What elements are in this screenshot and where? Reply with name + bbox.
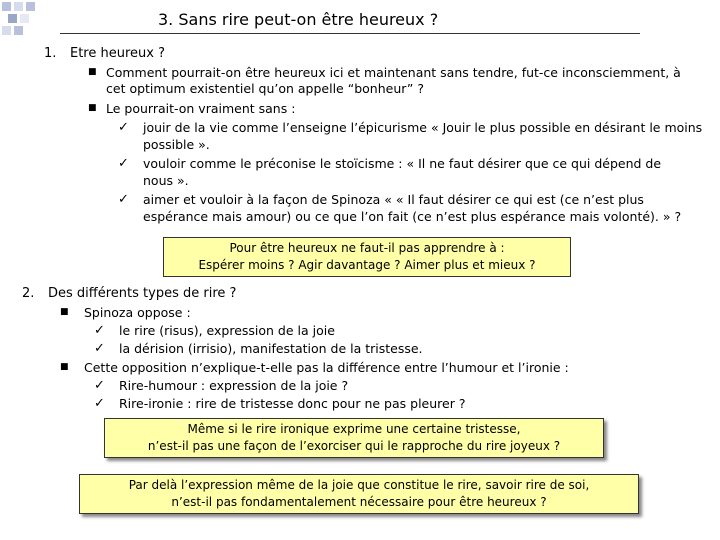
question-box-2 (104, 418, 604, 458)
section2-check1: le rire (risus), expression de la joie (119, 323, 335, 338)
section1-number: 1. (44, 46, 57, 61)
square-bullet-icon: ■ (88, 67, 97, 77)
section1-check3-line1: aimer et vouloir à la façon de Spinoza « « Il faut désirer ce qui est (ce n’est plus (143, 192, 644, 207)
section1-bullet1-line2: cet optimum existentiel qu’on appelle “bonheur” ? (106, 81, 424, 96)
checkmark-icon: ✓ (94, 378, 105, 393)
checkmark-icon: ✓ (94, 341, 105, 356)
checkmark-icon: ✓ (118, 192, 129, 207)
square-bullet-icon: ■ (60, 362, 69, 372)
checkmark-icon: ✓ (118, 120, 129, 135)
section2-bullet2: Cette opposition n’expliquе-t-elle pas la différence entre l’humour et l’ironie : (84, 360, 569, 375)
section1-heading: Etre heureux ? (70, 46, 165, 61)
question-box-3 (79, 474, 639, 514)
section1-bullet2: Le pourrait-on vraiment sans : (106, 101, 296, 116)
section1-check1-line1: jouir de la vie comme l’enseigne l’épicurisme « Jouir le plus possible en désirant le moins (143, 120, 703, 135)
box2-line1: Même si le rire ironique exprime une certaine tristesse, (187, 422, 521, 436)
section2-check3: Rire-humour : expression de la joie ? (119, 378, 349, 393)
checkmark-icon: ✓ (94, 396, 105, 411)
title-underline (60, 33, 640, 34)
square-bullet-icon: ■ (88, 103, 97, 113)
checkmark-icon: ✓ (118, 156, 129, 171)
section2-check2: la dérision (irrisio), manifestation de la tristesse. (119, 341, 423, 356)
section1-check2-line2: nous ». (143, 173, 189, 188)
square-bullet-icon: ■ (60, 307, 69, 317)
section2-check4: Rire-ironie : rire de tristesse donc pour ne pas pleurer ? (119, 396, 466, 411)
box3-line2: n’est-il pas fondamentalement nécessaire pour être heureux ? (171, 495, 547, 509)
checkmark-icon: ✓ (94, 323, 105, 338)
box1-line1: Pour être heureux ne faut-il pas apprendre à : (229, 241, 505, 255)
slide-title: 3. Sans rire peut-on être heureux ? (158, 10, 439, 29)
section2-heading: Des différents types de rire ? (48, 286, 237, 301)
section1-check2-line1: vouloir comme le préconise le stoïcisme : « Il ne faut désirer que ce qui dépend de (143, 156, 662, 171)
box2-line2: n’est-il pas une façon de l’exorciser qui le rapproche du rire joyeux ? (147, 439, 561, 453)
question-box-1 (163, 237, 571, 277)
section2-bullet1: Spinoza oppose : (84, 305, 191, 320)
section1-bullet1-line1: Comment pourrait-on être heureux ici et maintenant sans tendre, fut-ce inconsciemment, à (106, 65, 681, 80)
section1-check1-line2: possible ». (143, 137, 210, 152)
box1-line2: Espérer moins ? Agir davantage ? Aimer plus et mieux ? (198, 258, 536, 272)
decorative-squares-icon (0, 0, 60, 40)
section1-check3-line2: espérance mais amour) ou ce que l’on fait (ce n’est plus espérance mais volonté). » ? (143, 209, 682, 224)
section2-number: 2. (22, 286, 35, 301)
box3-line1: Par delà l’expression même de la joie que constitue le rire, savoir rire de soi, (128, 478, 590, 492)
